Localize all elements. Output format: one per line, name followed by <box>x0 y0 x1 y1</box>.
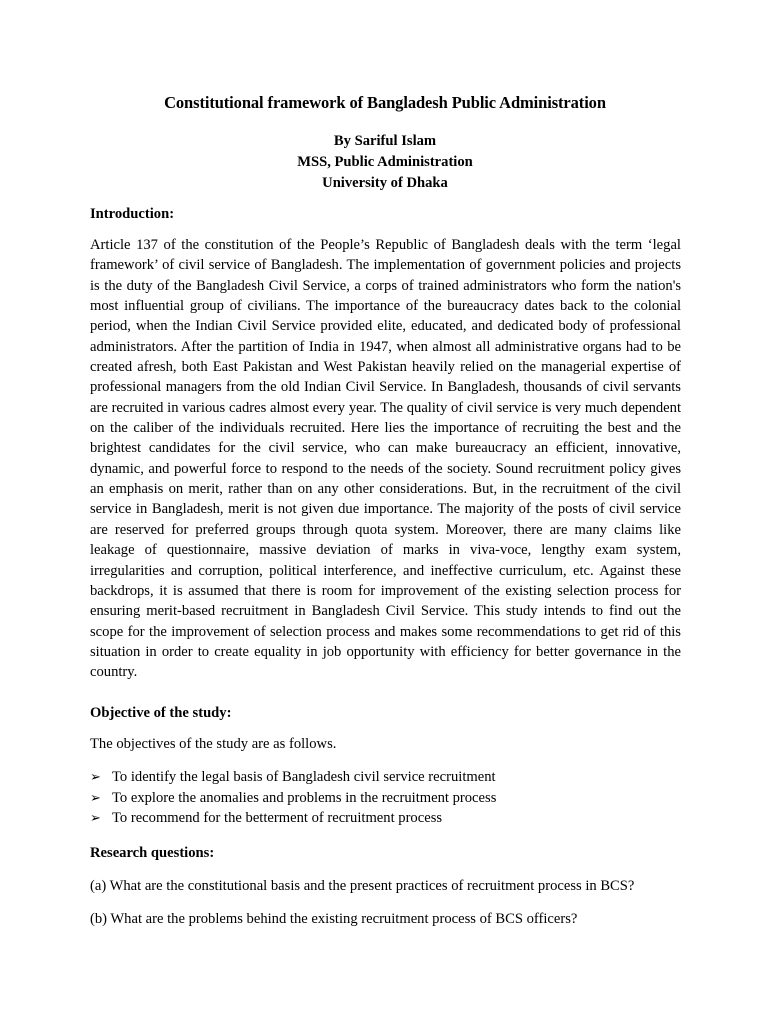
research-question-a: (a) What are the constitutional basis and the present practices of recruitment process in BCS? <box>90 878 635 894</box>
right-arrowhead-icon: ➢ <box>90 789 101 805</box>
university-line: University of Dhaka <box>322 175 448 191</box>
list-item-text: To identify the legal basis of Bangladesh civil service recruitment <box>112 769 496 785</box>
research-questions-heading: Research questions: <box>90 845 215 861</box>
right-arrowhead-icon: ➢ <box>90 810 101 825</box>
introduction-paragraph: Article 137 of the constitution of the People’s Republic of Bangladesh deals with the term ‘legal framework’ of civil service of Bangladesh. The implementation of government policies and projects is the duty of the Bangladesh Civil Service, a corps of trained administrators who form the nation's most influential group of civilians. The importance of the bureaucracy dates back to the colonial period, when the Indian Civil Service provided elite, educated, and dedicated body of professional administrators. After the partition of India in 1947, when almost all administrative organs had to be created afresh, both East Pakistan and West Pakistan heavily relied on the managerial expertise of professional managers from the old Indian Civil Service. In Bangladesh, thousands of civil servants are recruited in various cadres almost every year. The quality of civil service is very much dependent on the caliber of the individuals recruited. Here lies the importance of recruiting the best and the brightest candidates for the civil service, who can make bureaucracy an efficient, innovative, dynamic, and powerful force to respond to the needs of the society. Sound recruitment policy gives an emphasis on merit, rather than on any other considerations. But, in the recruitment of the civil service in Bangladesh, merit is not given due importance. The majority of the posts of civil service are reserved for preferred groups through quota system. Moreover, there are many claims like leakage of questionnaire, massive deviation of marks in viva-voce, lengthy exam system, irregularities and corruption, political interference, and ineffective curriculum, etc. Against these backdrops, it is assumed that there is room for improvement of the existing selection process for ensuring merit-based recruitment in Bangladesh Civil Service. This study intends to find out the scope for the improvement of selection process and makes some recommendations to get rid of this situation in order to create equality in job opportunity with efficiency for better governance in the country. <box>90 237 681 681</box>
objective-lead: The objectives of the study are as follows. <box>90 736 337 752</box>
author-block <box>90 131 680 194</box>
right-arrowhead-icon: ➢ <box>90 769 101 784</box>
document-title: Constitutional framework of Bangladesh Public Administration <box>164 93 606 112</box>
list-item-text: To explore the anomalies and problems in the recruitment process <box>112 789 497 806</box>
objective-list <box>90 767 496 829</box>
research-question-b: (b) What are the problems behind the existing recruitment process of BCS officers? <box>90 911 578 927</box>
list-item <box>90 808 496 829</box>
degree-line: MSS, Public Administration <box>297 154 473 170</box>
list-item <box>90 788 496 809</box>
introduction-heading: Introduction: <box>90 206 175 222</box>
list-item-text: To recommend for the betterment of recruitment process <box>112 810 443 826</box>
objective-heading: Objective of the study: <box>90 705 232 721</box>
document-page <box>90 0 680 1024</box>
list-item <box>90 767 496 788</box>
author-line: By Sariful Islam <box>333 133 437 149</box>
